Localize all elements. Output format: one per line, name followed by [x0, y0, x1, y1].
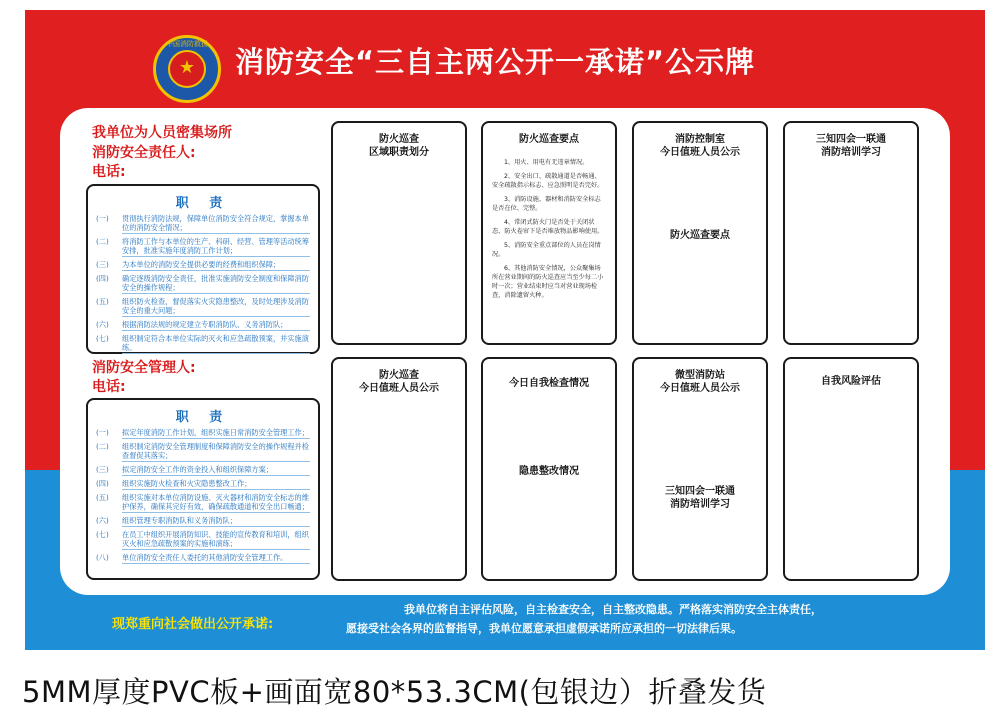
duty-item — [88, 493, 318, 513]
promise-line-2: 愿接受社会各界的监督指导，我单位愿意承担虚假承诺所应承担的一切法律后果。 — [346, 622, 742, 635]
patrol-point: 1、用火、用电有无违章情况。 — [504, 159, 589, 166]
duty-item-number: (三) — [96, 465, 109, 474]
duty-item-text: 组织实施对本单位消防设施、灭火器材和消防安全标志的维护保养，确保其完好有效，确保疏散通道和安全出口畅通； — [122, 493, 309, 511]
promise-line-1: 我单位将自主评估风险，自主检查安全，自主整改隐患。严格落实消防安全主体责任， — [404, 603, 822, 616]
duty-item-number: (五) — [96, 493, 109, 502]
responsible-phone: 电话: — [92, 164, 126, 180]
card-micro-station — [632, 357, 768, 581]
duty-box-responsible — [86, 184, 320, 354]
manager-phone: 电话: — [92, 379, 126, 395]
duty-item-text: 根据消防法规的规定建立专职消防队、义务消防队； — [122, 320, 310, 331]
board-title: 消防安全“三自主两公开一承诺”公示牌 — [235, 45, 756, 79]
duty-item — [88, 320, 318, 331]
card-middle-text: 隐患整改情况 — [519, 466, 579, 477]
duty-title: 职 责 — [175, 196, 231, 211]
responsible-header-2: 消防安全责任人: — [92, 145, 196, 161]
emblem-text: 中国消防救援 — [166, 40, 208, 48]
duty-item — [88, 465, 318, 476]
card-patrol-duty — [331, 357, 467, 581]
duty-item — [88, 516, 318, 527]
duty-item-number: (二) — [96, 237, 109, 246]
duty-item — [88, 237, 318, 257]
duty-item-number: (八) — [96, 553, 109, 562]
card-title: 消防控制室 今日值班人员公示 — [660, 134, 740, 158]
patrol-point: 6、其他消防安全情况，公众聚集场所在营业期间的防火巡查应当至少每二小时一次；营业结束时应当对营业现场检查，消除遗留火种。 — [492, 265, 604, 299]
duty-item — [88, 334, 318, 354]
duty-item — [88, 530, 318, 550]
duty-item-text: 拟定年度消防工作计划，组织实施日常消防安全管理工作； — [122, 428, 309, 437]
card-patrol-points — [481, 121, 617, 345]
duty-item — [88, 428, 318, 439]
card-title: 防火巡查要点 — [519, 134, 579, 145]
duty-item-number: (四) — [96, 479, 109, 488]
duty-box-manager — [86, 398, 320, 580]
duty-item-number: (六) — [96, 516, 109, 525]
card-title: 今日自我检查情况 — [509, 378, 589, 389]
card-middle-text: 三知四会一联通 消防培训学习 — [665, 486, 735, 510]
duty-item-number: (五) — [96, 297, 109, 306]
card-control-room — [632, 121, 768, 345]
card-title: 防火巡查 区域职责划分 — [369, 134, 429, 158]
card-title: 自我风险评估 — [821, 376, 881, 387]
duty-item-text: 组织实施防火检查和火灾隐患整改工作； — [122, 479, 310, 490]
card-title: 三知四会一联通 消防培训学习 — [816, 134, 886, 158]
card-middle-text: 防火巡查要点 — [670, 230, 730, 241]
duty-item-text: 组织制定消防安全管理制度和保障消防安全的操作规程并检查督促其落实； — [122, 442, 309, 460]
promise-label: 现郑重向社会做出公开承诺: — [112, 617, 274, 632]
patrol-point: 4、常闭式防火门是否处于关闭状态、防火卷帘下是否堆放物品影响使用。 — [492, 219, 604, 235]
patrol-point: 3、消防设施、器材和消防安全标志是否在位、完整。 — [492, 196, 601, 212]
duty-item-number: (四) — [96, 274, 109, 283]
duty-item-text: 组织防火检查，督促落实火灾隐患整改，及时处理涉及消防安全的重大问题； — [122, 297, 309, 315]
duty-item-number: (一) — [96, 214, 109, 223]
duty-item-text: 组织制定符合本单位实际的灭火和应急疏散预案，并实施演练。 — [122, 334, 309, 352]
card-title: 微型消防站 今日值班人员公示 — [660, 370, 740, 394]
card-patrol-division — [331, 121, 467, 345]
duty-item — [88, 297, 318, 317]
duty-item-number: (六) — [96, 320, 109, 329]
patrol-points-list — [492, 158, 606, 300]
duty-item — [88, 260, 318, 271]
duty-item-text: 拟定消防安全工作的资金投入和组织保障方案； — [122, 465, 310, 476]
duty-item — [88, 442, 318, 462]
duty-item-text: 确定逐级消防安全责任，批准实施消防安全制度和保障消防安全的操作规程； — [122, 274, 309, 292]
duty-item — [88, 553, 318, 564]
duty-item — [88, 479, 318, 490]
duty-item-number: (三) — [96, 260, 109, 269]
manager-header: 消防安全管理人: — [92, 360, 196, 376]
card-self-check — [481, 357, 617, 581]
duty-item-number: (二) — [96, 442, 109, 451]
duty-list — [88, 428, 318, 564]
duty-item-text: 组织管理专职消防队和义务消防队； — [122, 516, 310, 527]
patrol-point: 2、安全出口、疏散通道是否畅通、安全疏散指示标志、应急照明是否完好。 — [492, 173, 604, 189]
patrol-point: 5、消防安全重点部位的人员在岗情况。 — [492, 242, 601, 258]
fire-rescue-emblem-icon: 中国消防救援 ★ — [153, 35, 221, 103]
responsible-header-1: 我单位为人员密集场所 — [92, 125, 232, 141]
card-title: 防火巡查 今日值班人员公示 — [359, 370, 439, 394]
duty-item-number: (七) — [96, 334, 109, 343]
duty-item-text: 将消防工作与本单位的生产、科研、经营、管理等活动统筹安排，批准实施年度消防工作计划； — [122, 237, 309, 255]
product-caption: 5MM厚度PVC板+画面宽80*53.3CM(包银边）折叠发货 — [22, 675, 767, 709]
duty-title: 职 责 — [175, 410, 231, 425]
duty-item-number: (一) — [96, 428, 109, 437]
duty-item-text: 为本单位的消防安全提供必要的经费和组织保障； — [122, 260, 310, 271]
card-risk-assessment — [783, 357, 919, 581]
duty-item-text: 贯彻执行消防法规，保障单位消防安全符合规定，掌握本单位的消防安全情况； — [122, 214, 309, 232]
duty-item — [88, 214, 318, 234]
duty-item-text: 在员工中组织开展消防知识、技能的宣传教育和培训，组织灭火和应急疏散预案的实施和演练； — [122, 530, 309, 548]
duty-item — [88, 274, 318, 294]
duty-list — [88, 214, 318, 354]
duty-item-number: (七) — [96, 530, 109, 539]
card-training-top — [783, 121, 919, 345]
duty-item-text: 单位消防安全责任人委托的其他消防安全管理工作。 — [122, 553, 310, 564]
